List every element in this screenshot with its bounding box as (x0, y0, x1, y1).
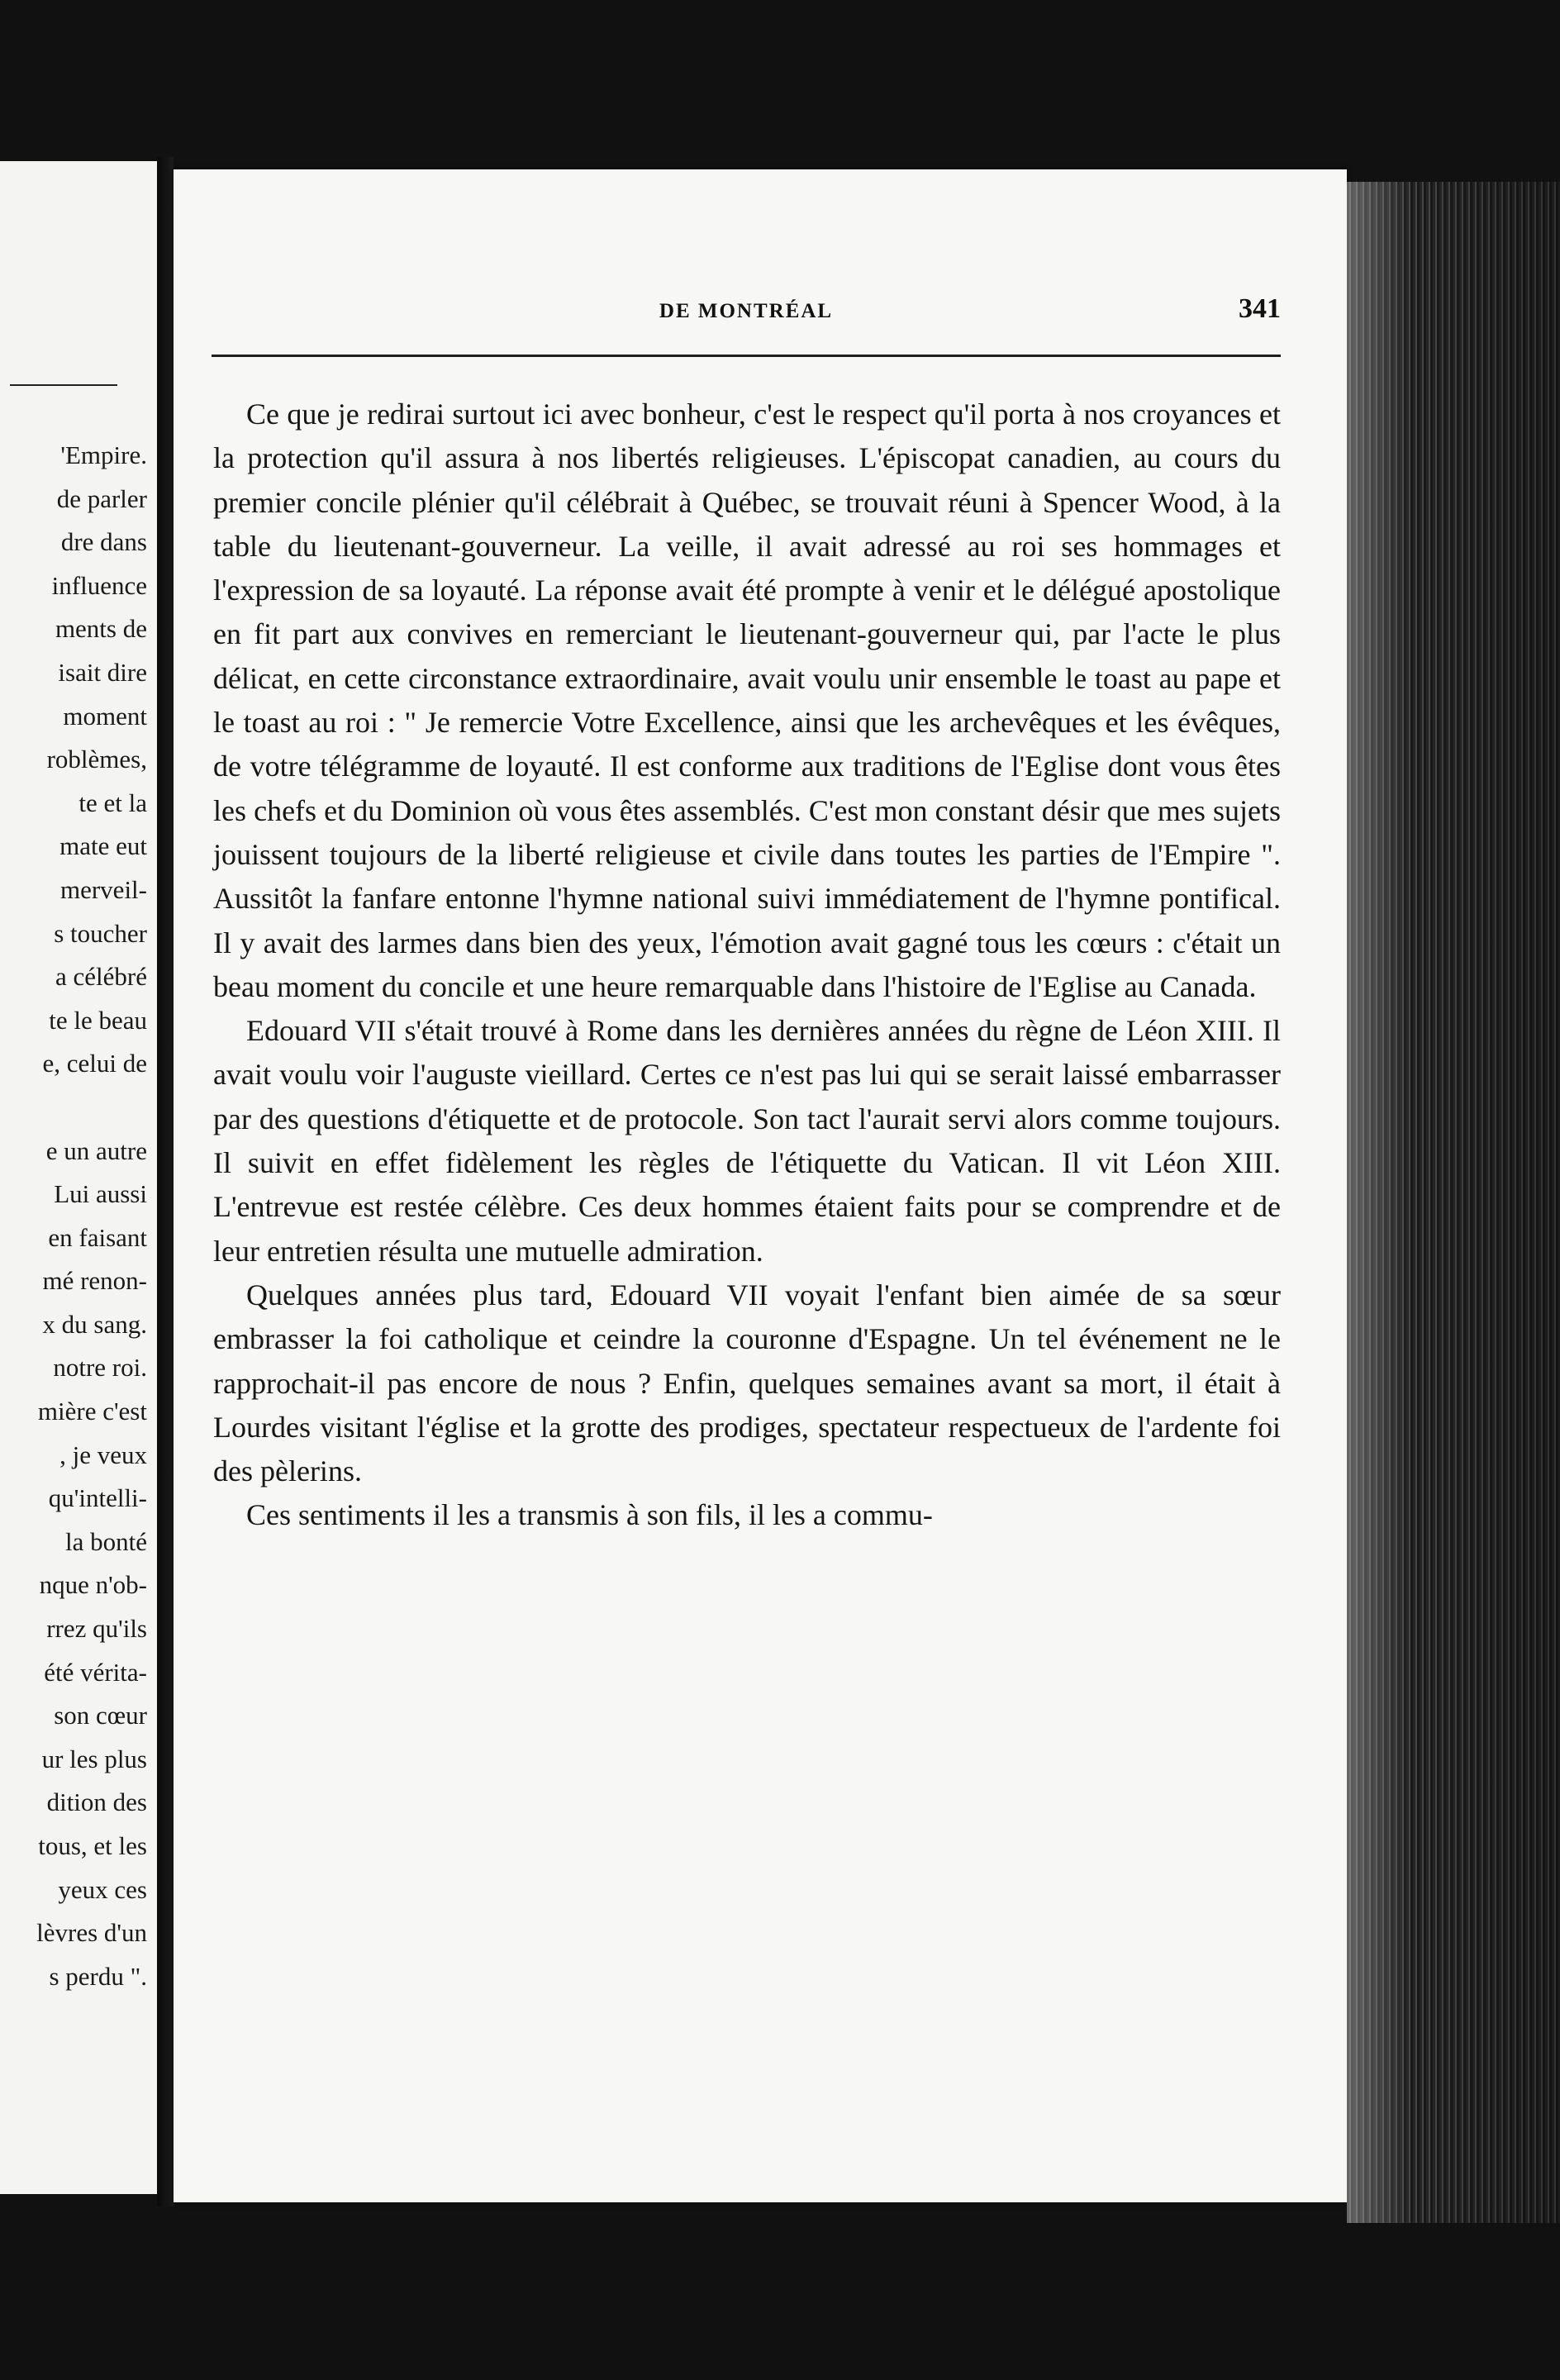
facing-page (0, 161, 157, 2194)
facing-page-line: été vérita- (44, 1657, 147, 1687)
paragraph: Edouard VII s'était trouvé à Rome dans les dernières années du règne de Léon XIII. Il avait voulu voir l'auguste vieillard. Certes ce n'est pas lui qui se serait laissé embarrasser par des questions d'étiquette et de protocole. Son tact l'aurait servi alors comme toujours. Il suivit en effet fidèlement les règles de l'étiquette du Vatican. Il vit Léon XIII. L'entrevue est restée célèbre. Ces deux hommes étaient faits pour se comprendre et de leur entretien résulta une mutuelle admiration. (213, 1014, 1281, 1268)
facing-page-line: isait dire (58, 657, 147, 687)
facing-page-line: notre roi. (53, 1353, 147, 1383)
facing-page-line: te et la (78, 788, 147, 817)
facing-page-line: , je veux (59, 1440, 147, 1469)
running-head: DE MONTRÉAL (659, 300, 834, 322)
facing-page-line: nque n'ob- (39, 1570, 147, 1600)
book-gutter (157, 157, 174, 2206)
facing-page-line: yeux ces (58, 1874, 147, 1904)
facing-page-lines (0, 434, 147, 1998)
facing-page-line: e, celui de (42, 1049, 147, 1078)
facing-page-line (0, 1086, 147, 1130)
facing-page-line: mé renon- (42, 1266, 147, 1296)
facing-page-line: moment (63, 701, 147, 731)
body-text (213, 393, 1281, 1538)
facing-page-line: roblèmes, (46, 745, 147, 774)
facing-page-line: x du sang. (42, 1309, 147, 1339)
page-header (212, 293, 1281, 343)
facing-page-line: de parler (56, 483, 147, 513)
facing-page-line: dre dans (60, 527, 147, 557)
facing-page-line: s toucher (54, 918, 147, 948)
paragraph: Quelques années plus tard, Edouard VII voyait l'enfant bien aimée de sa sœur embrasser la foi catholique et ceindre la couronne d'Espagne. Un tel événement ne le rapprochait-il pas encore de nous ? Enfin, quelques semaines avant sa mort, il était à Lourdes visitant l'église et la grotte des prodiges, spectateur respectueux de l'ardente foi des pèlerins. (213, 1278, 1281, 1488)
page-number: 341 (1239, 293, 1281, 324)
page-edges (1347, 182, 1560, 2223)
page-edges-shade (1347, 182, 1560, 2223)
header-rule (212, 355, 1281, 357)
paragraph: Ce que je redirai surtout ici avec bonheur, c'est le respect qu'il porta à nos croyances et la protection qu'il assura à nos libertés religieuses. L'épiscopat canadien, au cours du premier concile plénier qu'il célébrait à Québec, se trouvait réuni à Spencer Wood, à la table du lieutenant-gouverneur. La veille, il avait adressé au roi ses hommages et l'expression de sa loyauté. La réponse avait été prompte à venir et le délégué apostolique en fit part aux convives en remerciant le lieutenant-gouverneur qui, par l'acte le plus délicat, en cette circonstance extraordinaire, avait voulu unir ensemble le toast au pape et le toast au roi : " Je remercie Votre Excellence, ainsi que les archevêques et les évêques, de votre télégramme de loyauté. Il est conforme aux traditions de l'Eglise dont vous êtes les chefs et du Dominion où vous êtes assemblés. C'est mon constant désir que mes sujets jouissent toujours de la liberté religieuse et civile dans toutes les parties de l'Empire ". Aussitôt la fanfare entonne l'hymne national suivi immédiatement de l'hymne pontifical. Il y avait des larmes dans bien des yeux, l'émotion avait gagné tous les cœurs : c'était un beau moment du concile et une heure remarquable dans l'histoire de l'Eglise au Canada. (213, 397, 1281, 1003)
facing-page-line: e un autre (45, 1135, 147, 1165)
facing-page-line: te le beau (49, 1005, 147, 1035)
facing-page-line: s perdu ". (49, 1961, 147, 1991)
facing-page-line: son cœur (54, 1701, 147, 1730)
facing-page-line: lèvres d'un (36, 1918, 147, 1948)
facing-page-line: mate eut (59, 831, 147, 861)
facing-page-line: ments de (55, 614, 147, 644)
facing-page-line: merveil- (59, 874, 147, 904)
facing-page-line: rrez qu'ils (46, 1614, 147, 1644)
facing-page-line: ur les plus (41, 1744, 147, 1773)
facing-page-rule (10, 384, 117, 386)
facing-page-line: dition des (46, 1787, 147, 1817)
page (174, 169, 1347, 2202)
facing-page-line: tous, et les (38, 1831, 147, 1860)
facing-page-line: qu'intelli- (48, 1483, 147, 1513)
facing-page-line: 'Empire. (60, 440, 147, 469)
facing-page-line: en faisant (48, 1222, 147, 1252)
paragraph: Ces sentiments il les a transmis à son fils, il les a commu- (246, 1498, 933, 1532)
facing-page-line: la bonté (65, 1526, 147, 1556)
facing-page-line: Lui aussi (54, 1179, 147, 1209)
facing-page-line: mière c'est (37, 1397, 147, 1426)
facing-page-line: a célébré (55, 962, 147, 992)
facing-page-line: influence (51, 570, 147, 600)
